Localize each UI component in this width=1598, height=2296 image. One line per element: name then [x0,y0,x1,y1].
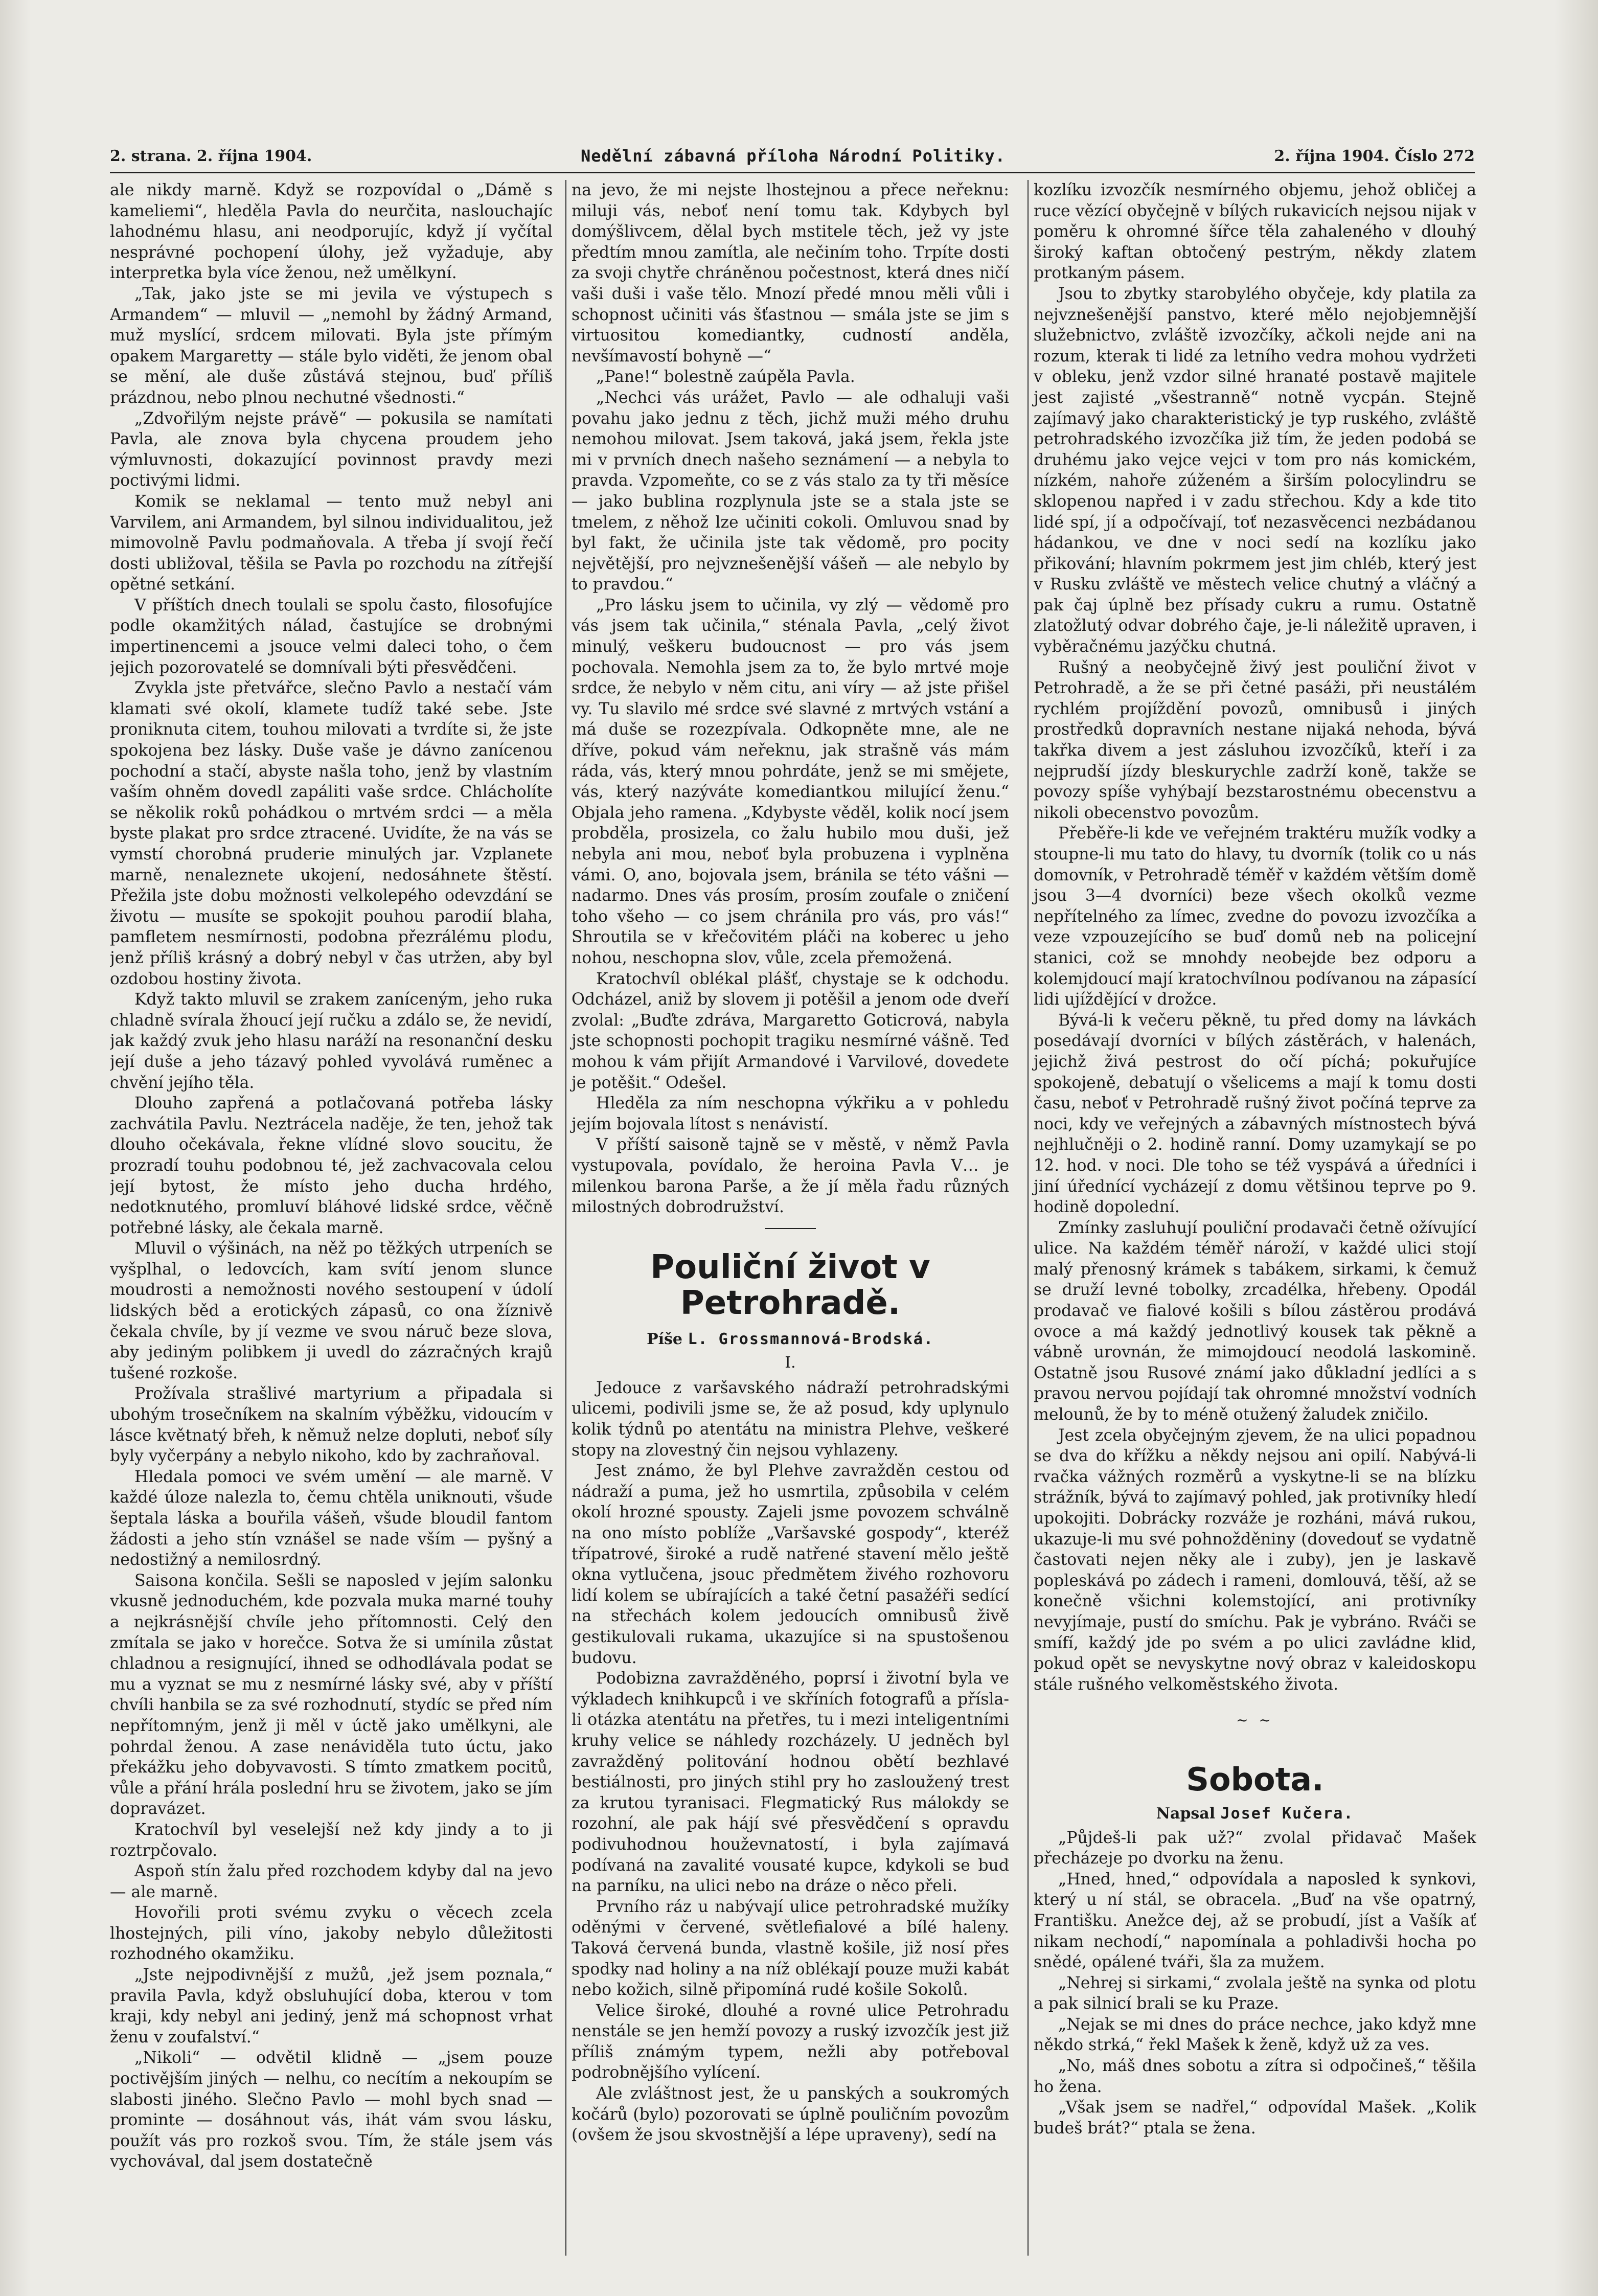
paragraph: Prožívala strašlivé martyrium a připadala si ubohým trosečníkem na skalním výběžku, vidoucím v lásce květnatý břeh, k němuž nelze dopluti, neboť síly byly vyčerpány a nebylo nikoho, kdo by zachraňoval. [110,1384,553,1466]
paragraph: „Nechci vás urážet, Pavlo — ale odhaluji vaši povahu jako jednu z těch, jichž muži mého druhu nemohou milovat. Jsem taková, jaká jsem, řekla jste mi v prvních dnech našeho seznámení — a nebyla to pravda. Vzpomeňte, co se z vás stalo za ty tři měsíce — jako bublina rozplynula jste se a stala jste se tmelem, z něhož lze učiniti cokoli. Omluvou snad by byl fakt, že učinila jste tak vědomě, pro pocity největější, pro nejvznešenější vášeň — ale nebylo by to pravdou.“ [572,388,1009,594]
paragraph: „No, máš dnes sobotu a zítra si odpočineš,“ těšila ho žena. [1034,2057,1476,2096]
paragraph: V příští saisoně tajně se v městě, v němž Pavla vystupovala, povídalo, že heroina Pavla V… je milenkou barona Parše, a že jí měla řadu různých milostných dobrodružství. [572,1135,1009,1217]
paragraph: Dlouho zapřená a potlačovaná potřeba lásky zachvátila Pavlu. Neztrácela naděje, že ten, jehož tak dlouho očekávala, řekne vlídné slovo soucitu, že prozradí touhu podobnou té, jež zachvacovala celou její bytost, že místo jeho ducha hrdého, nedotknutého, promluví bláhové lidské srdce, věčně potřebné lásky, ale čekala marně. [110,1094,553,1237]
paragraph: „Půjdeš-li pak už?“ zvolal přidavač Mašek přecházeje po dvorku na ženu. [1034,1828,1476,1868]
story-body [1034,1828,1476,2139]
paragraph: Když takto mluvil se zrakem zaníceným, jeho ruka chladně svírala žhoucí její ručku a zdálo se, že nevidí, jak každý zvuk jeho hlasu naráží na resonanční desku její duše a jeho tázavý pohled vyvolává ruměnec a chvění jejího těla. [110,990,553,1092]
page-header [110,143,1475,173]
paragraph: Hleděla za ním neschopna výkřiku a v pohledu jejím bojovala lítost s nenávistí. [572,1094,1009,1133]
paragraph: Rušný a neobyčejně živý jest pouliční život v Petrohradě, a že se při četné pasáži, při neustálém rychlém projíždění povozů, omnibusů i jiných prostředků dopravních nestane nijaká nehoda, bývá takřka divem a jest zásluhou izvozčíků, kteří i za nejprudší jízdy bleskurychle zadrží koně, takže se povozy spíše vyhýbají bezstarostnému obecenstvu a nikoli obecenstvo povozům. [1034,658,1476,822]
issue-info: 2. října 1904. Číslo 272 [1274,147,1475,165]
paragraph: ale nikdy marně. Když se rozpovídal o „Dámě s kameliemi“, hleděla Pavla do neurčita, naslouchajíc lahodnému hlasu, ani neodporujíc, když jí vyčítal nesprávné pochopení úlohy, jež vyžaduje, aby interpretka byla více ženou, než umělkyní. [110,181,553,283]
article-body [572,1378,1009,2146]
story-title: Sobota. [1186,1760,1324,1798]
paragraph: kozlíku izvozčík nesmírného objemu, jehož obličej a ruce vězící obyčejně v bílých rukavicích nejsou nijak v poměru k ohromné šířce těla zahaleného v dlouhý široký kaftan obtočený pestrým, někdy zlatem protkaným pásem. [1034,181,1476,283]
story-continuation [572,180,1009,1218]
article-title: Pouliční život v Petrohradě. [650,1248,930,1322]
article-continuation [1034,180,1476,1695]
paragraph: Jedouce z varšavského nádraží petrohradskými ulicemi, podivili jsme se, že až posud, kdy uplynulo kolik týdnů po atentátu na ministra Plehve, veškeré stopy na zlovestný čin nejsou vyhlazeny. [572,1378,1009,1460]
paragraph: Kratochvíl byl veselejší než kdy jindy a to ji roztrpčovalo. [110,1820,553,1860]
paragraph: V příštích dnech toulali se spolu často, filosofujíce podle okamžitých nálad, častujíce se drobnými impertinencemi a jsouce velmi daleci toho, o čem jejich pozorovatelé se domnívali býti přesvědčeni. [110,596,553,677]
paragraph: Bývá-li k večeru pěkně, tu před domy na lávkách posedávají dvorníci v bílých zástěrách, v halenách, jejichž živá pestrost do očí píchá; pokuřujíce spokojeně, debatují o všelicems a mají k tomu dosti času, neboť v Petrohradě rušný život počíná teprve za noci, kdy ve veřejných a zábavných místnostech bývá nejhlučněji o 2. hodině ranní. Domy uzamykají se po 12. hod. v noci. Dle toho se též vyspává a úředníci i jiní úřednící vycházejí z domu většinou teprve po 9. hodině dopolední. [1034,1011,1476,1217]
paragraph: Jest známo, že byl Plehve zavražděn cestou od nádraží a puma, jež ho usmrtila, způsobila v celém okolí hrozné spousty. Zajeli jsme povozem schválně na ono místo poblíže „Varšavské gospody“, kteréž třípatrové, široké a rudě natřené stavení mělo ještě okna vytlučena, jsouc předmětem živého rozhovoru lidí kolem se ubírajících a také četní pasažéři sedící na střechách kolem jedoucích omnibusů živě gestikulovali rukama, ukazujíce si na spustošenou budovu. [572,1462,1009,1667]
paragraph: Zmínky zasluhují pouliční prodavači četně ožívující ulice. Na každém téměř nároží, v každé ulici stojí malý přenosný krámek s tabákem, sirkami, k čemuž se druží levné tobolky, zrcadélka, hřebeny. Opodál prodavač ve fialové košili s bílou zástěrou prodává ovoce a má každý jednotlivý kousek tak pěkně a vábně urovnán, že mimojdoucí neodolá laskomině. Ostatně jsou Rusové známí jako důkladní jedlíci a s pravou nervou pojídají tak ohromné množství vodních melounů, že by to méně otužený žaludek zničilo. [1034,1218,1476,1424]
paragraph: „Pro lásku jsem to učinila, vy zlý — vědomě pro vás jsem tak učinila,“ sténala Pavla, „celý život minulý, veškeru budoucnost — pro vás jsem pochovala. Nemohla jsem za to, že bylo mrtvé moje srdce, že nebylo v něm citu, ani víry — až jste přišel vy. Tu slavilo mé srdce své slavné z mrtvých vstání a má duše se rozezpívala. Odkopněte mne, ale ne dříve, pokud vám neřeknu, jak strašně vás mám ráda, vás, který mnou pohrdáte, jenž se mi smějete, vás, který nazýváte komediantkou milující ženu.“ Objala jeho ramena. „Kdybyste věděl, kolik nocí jsem probděla, prosizela, co žalu hubilo mou duši, jež nebyla ani mou, neboť byla probuzena i vyplněna vámi. O, ano, bojovala jsem, bránila se této vášni — nadarmo. Dnes vás prosím, prosím zoufale o zničení toho všeho — co jsem chránila pro vás, pro vás!“ Shroutila se v křečovitém pláči na koberec u jeho nohou, neschopna slov, vůle, zcela přemožená. [572,596,1009,967]
paragraph: Jsou to zbytky starobylého obyčeje, kdy platila za nejvznešenější panstvo, které mělo nejobjemnější služebnictvo, zvláště izvozčíky, ačkoli nejde ani na rozum, kterak ti lidé za letního vedra mohou vydržeti v obleku, jenž vzdor silné hranaté postavě majitele jest zajisté „všestranně“ notně vycpán. Stejně zajímavý jako charakteristický je typ ruského, zvláště petrohradského izvozčíka již tím, že jeden podobá se druhému jako vejce vejci v tom pro nás komickém, nízkém, nahoře zúženém a širším polocylindru se sklopenou napřed i v zadu střechou. Kdy a kde tito lidé spí, jí a odpočívají, toť nezasvěcenci nezbádanou hádankou, ve dne v noci sedí na kozlíku jako přikování; hlavním pokrmem jest jim chléb, který jest v Rusku zvláště ve městech velice chutný a vláčný a pak čaj úplně bez přísady cukru a rumu. Ostatně zlatožlutý odvar dobrého čaje, je-li náležitě upraven, i vyběračnému jazýčku chutná. [1034,284,1476,656]
paragraph: Mluvil o výšinách, na něž po těžkých utrpeních se vyšplhal, o ledovcích, kam svítí jenom slunce moudrosti a nemožnosti nového sestoupení v údolí lidských běd a erotických zápasů, co ona žíznivě čekala chvíle, by jí vezme ve svou náruč beze slova, aby jediným polibkem ji uvedl do zázračných krajů tušené rozkoše. [110,1239,553,1382]
article-part-number: I. [785,1354,796,1372]
paragraph: Přeběře-li kde ve veřejném traktéru mužík vodky a stoupne-li mu tato do hlavy, tu dvorník (tolik co u nás domovník, v Petrohradě téměř v každém větším domě jsou 3—4 dvorníci) beze všech okolků vezme nepřítelného za límec, zvedne do povozu izvozčíka a veze vzpouzejícího se buď domů neb na policejní stanici, což se mnohdy neobejde bez odporu a kolemjdoucí mají kratochvílnou podívanou na zápasící lidi ujíždějící v drožce. [1034,824,1476,1009]
divider [765,1228,816,1229]
paragraph: Velice široké, dlouhé a rovné ulice Petrohradu nenstále se jen hemží povozy a ruský izvozčík jest již příliš známým typem, nežli aby potřeboval podrobnějšího vylícení. [572,2001,1009,2082]
story-byline: Napsal Josef Kučera. [1156,1804,1354,1823]
paragraph: Prvního ráz u nabývají ulice petrohradské mužíky oděnými v červené, světlefialové a bílé haleny. Taková červená bunda, vlastně košile, již nosí přes spodky nad holiny a na níž oblékají pouze muži kabát nebo kožich, silně připomíná rudé košile Sokolů. [572,1897,1009,1999]
paragraph: „Jste nejpodivnější z mužů, ,jež jsem poznala,“ pravila Pavla, když obsluhující doba, kterou v tom kraji, kdy nebyl ani jediný, jenž má schopnost vrhat ženu v zoufalství.“ [110,1966,553,2047]
column-1 [110,180,553,2256]
ornament: ~ ~ [1236,1712,1274,1729]
paragraph: Saisona končila. Sešli se naposled v jejím salonku vkusně jednoduchém, kde pozvala muka marné touhy a nejkrásnější chvíle jeho přítomnosti. Celý den zmítala se jako v horečce. Sotva že si umínila zůstat chladnou a resignující, ihned se odhodlávala podat se mu a vyznat se mu z nesmírné lásky své, aby v příští chvíli hanbila se za své rozhodnutí, stydíc se před ním nepřítomným, jenž ji měl v úctě jako umělkyni, ale pohrdal ženou. A zase nenáviděla tuto úctu, jako překážku jeho dobyvavosti. S tímto zmatkem pocitů, vůle a přání hrála poslední hru se životem, jako se jím dopravázet. [110,1571,553,1818]
paragraph: „Nikoli“ — odvětil klidně — „jsem pouze poctivějším jiných — nelhu, co necítím a nekoupím se slabosti jiného. Slečno Pavlo — mohl bych snad — prominte — dosáhnout vás, ihát vám svou lásku, použít vás pro rozkoš svou. Tím, že stále jsem vás vychovával, dal jsem dostatečně [110,2049,553,2171]
paragraph: Aspoň stín žalu před rozchodem kdyby dal na jevo — ale marně. [110,1862,553,1901]
paragraph: „Však jsem se nadřel,“ odpovídal Mašek. „Kolik budeš brát?“ ptala se žena. [1034,2098,1476,2138]
paragraph: Kratochvíl oblékal plášť, chystaje se k odchodu. Odcházel, aniž by slovem ji potěšil a jenom ode dveří zvolal: „Buďte zdráva, Margaretto Goticrová, nabyla jste schopnosti pochopit tragiku nesmírné vášně. Teď mohou k vám přijít Armandové i Varvilové, dovedete je potěšit.“ Odešel. [572,969,1009,1092]
paragraph: na jevo, že mi nejste lhostejnou a přece neřeknu: miluji vás, neboť není tomu tak. Kdybych byl domýšlivcem, dělal bych mstitele těch, jež vy jste předtím mnou zamítla, ale nečiním toho. Trpíte dosti za svoji chytře chráněnou počestnost, která dnes ničí vaši duši i vaše tělo. Mnozí předé mnou měli vůli i schopnost učiniti vás šťastnou — smála jste se jim s virtuositou komediantky, cudností anděla, nevšímavostí bohyně —“ [572,181,1009,366]
paragraph: Jest zcela obyčejným zjevem, že na ulici popadnou se dva do křížku a někdy nejsou ani opilí. Nabývá-li rvačka vážných rozměrů a vyskytne-li se na blízku strážník, bývá to zajímavý pohled, jak protivníky hledí upokojiti. Dobrácky rozváže je rozháni, mává rukou, ukazuje-li mu své pohnožděniny (dovedouť se vydatně častovati nejen něky ale i zuby), jen je laskavě popleskává po zádech i rameni, domlouvá, těší, až se konečně všichni kolemstojící, ani protivníky nevyjímaje, pustí do smíchu. Pak je vybráno. Rváči se smífí, každý jde po svém a po ulici zavládne klid, pokud opět se nevyskytne nový obraz v kaleidoskopu stále rušného velkoměstského života. [1034,1426,1476,1694]
paragraph: Komik se neklamal — tento muž nebyl ani Varvilem, ani Armandem, byl silnou individualitou, jež mimovolně Pavlu podmaňovala. A třeba jí svojí řečí dosti ubližoval, těšila se Pavla po rozchodu na zítřejší opětné setkání. [110,492,553,594]
paragraph: „Pane!“ bolestně zaúpěla Pavla. [596,368,855,387]
paragraph: Ale zvláštnost jest, že u panských a soukromých kočárů (bylo) pozorovati se úplně pouličním povozům (ovšem že jsou skvostnější a lépe upraveny), sedí na [572,2084,1009,2145]
paragraph: „Zdvořilým nejste právě“ — pokusila se namítati Pavla, ale znova byla chycena proudem jeho výmluvnosti, dokazující povinnost pravdy mezi poctivými lidmi. [110,409,553,490]
paragraph: Podobizna zavražděného, poprsí i životní byla ve výkladech knihkupců i ve skříních fotografů a přísla-li otázka atentátu na přetřes, tu i mezi inteligentními kruhy velice se náhledy rozcházely. U jedněch byl zavražděný politování hodnou obětí bezhlavé bestiálnosti, pro jiných stihl pry ho zasloužený trest za krutou tyranisaci. Flegmatický Rus málokdy se rozohní, ale pak hájí své přesvědčení s opravdu podivuhodnou houževnatostí, i byla zajímavá podívaná na zavalité vousaté kupce, kdykoli se buď na parníku, na ulici nebo na dráze o něco přeli. [572,1669,1009,1896]
column-2 [565,180,1009,2256]
paragraph: „Tak, jako jste se mi jevila ve výstupech s Armandem“ — mluvil — „nemohl by žádný Armand, muž myslící, srdcem milovati. Byla jste přímým opakem Margaretty — stále bylo viděti, že jenom obal se mění, ale duše zůstává stejnou, buď příliš prázdnou, nebo plnou nechutné všednosti.“ [110,284,553,407]
paragraph: Hledala pomoci ve svém umění — ale marně. V každé úloze nalezla to, čemu chtěla uniknouti, všude šeptala láska a bouřila vášeň, všude bloudil fantom žádosti a jeho stín vznášel se nade vším — pyšný a nedostižný a nemilosrdný. [110,1467,553,1570]
paragraph: „Nehrej si sirkami,“ zvolala ještě na synka od plotu a pak silnicí brali se ku Praze. [1034,1973,1476,2013]
page-number: 2. strana. 2. října 1904. [110,147,312,165]
paragraph: Hovořili proti svému zvyku o věcech zcela lhostejných, pili víno, jakoby nebylo důležitosti rozhodného okamžiku. [110,1903,553,1964]
article-byline: Píše L. Grossmannová-Brodská. [647,1330,934,1348]
paragraph: „Nejak se mi dnes do práce nechce, jako když mne někdo strká,“ řekl Mašek k ženě, když už za ves. [1034,2015,1476,2055]
paragraph: „Hned, hned,“ odpovídala a naposled k synkovi, který u ní stál, se obracela. „Buď na vše opatrný, Františku. Anežce dej, až se probudí, jíst a Vašík ať nikam nechodí,“ napomínala a pohladivši hocha po snědé, opálené tváři, šla za mužem. [1034,1870,1476,1972]
column-3 [1028,180,1476,2256]
publication-title: Nedělní zábavná příloha Národní Politiky. [580,146,1006,166]
paragraph: Zvykla jste přetvářce, slečno Pavlo a nestačí vám klamati své okolí, klamete tudíž také sebe. Jste proniknuta citem, touhou milovati a tvrdíte si, že jste spokojena bez lásky. Duše vaše je dávno zanícenou pochodní a stačí, abyste našla toho, jenž by vlastním vaším ohněm dovedl zapáliti vaše srdce. Chlácholíte se několik roků pohádkou o mrtvém srdci — a měla byste plakat pro srdce ztracené. Uvidíte, že na vás se vymstí chorobná pruderie minulých jar. Vzplanete marně, nenaleznete ukojení, nedosáhnete štěstí. Přežila jste dobu možnosti velkolepého odevzdání se životu — musíte se spokojit pouhou parodií blaha, pamfletem nesmírnosti, podobna přezrálému plodu, jenž příliš krásný a dobrý nebyl v čas utržen, aby byl ozdobou hostiny života. [110,679,553,988]
